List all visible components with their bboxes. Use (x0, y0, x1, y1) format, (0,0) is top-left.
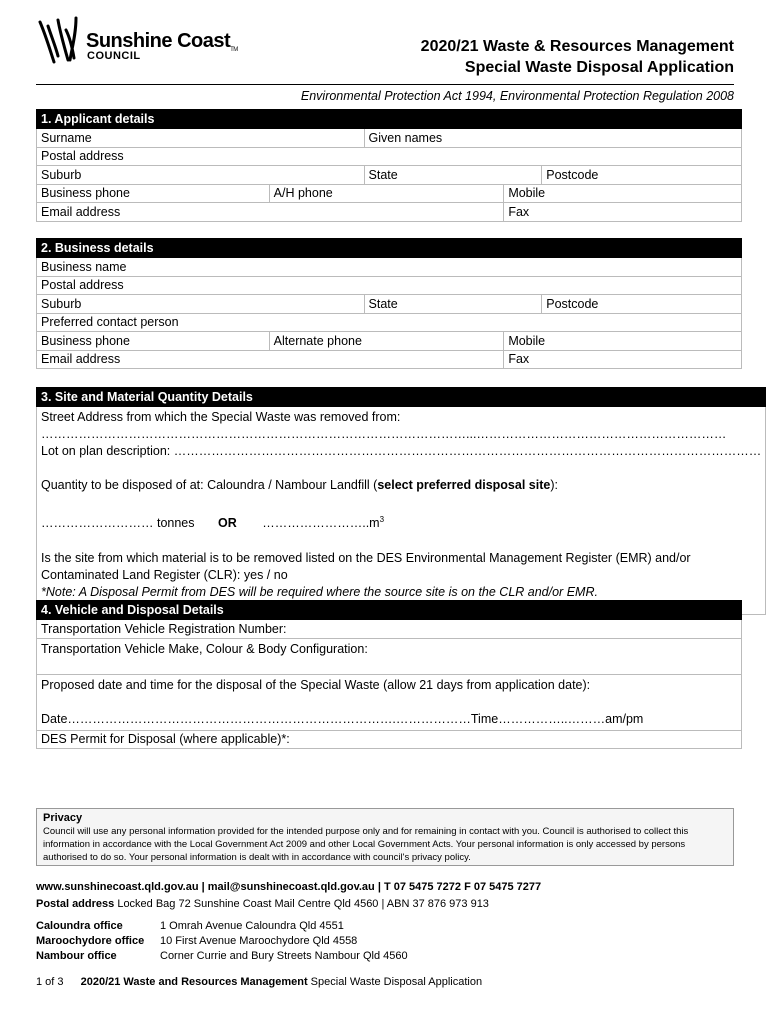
postal-address-field[interactable]: Postal address (37, 147, 742, 166)
title-line-2: Special Waste Disposal Application (464, 59, 734, 76)
postal-value: Locked Bag 72 Sunshine Coast Mail Centre Qld 4560 | ABN 37 876 973 913 (114, 898, 489, 910)
state-field[interactable]: State (364, 295, 542, 314)
postal-address-line (36, 898, 489, 910)
title-line-1: 2020/21 Waste & Resources Management (420, 38, 734, 55)
header-divider (36, 84, 734, 85)
postal-address-field[interactable]: Postal address (37, 276, 742, 295)
applicant-details-table (36, 109, 742, 222)
street-address-dots: …………………………………………………………………………………………...…………………………………………………… (41, 427, 727, 441)
ah-phone-field[interactable]: A/H phone (269, 184, 504, 203)
office-address: Corner Currie and Bury Streets Nambour Qld 4560 (160, 950, 408, 962)
registration-field[interactable]: Transportation Vehicle Registration Number: (37, 620, 742, 639)
privacy-title: Privacy (43, 812, 83, 824)
contact-line: www.sunshinecoast.qld.gov.au | mail@sunshinecoast.qld.gov.au | T 07 5475 7272 F 07 5475 7277 (36, 881, 542, 893)
email-field[interactable]: Email address (37, 350, 504, 369)
street-address-label: Street Address from which the Special Waste was removed from: (41, 410, 401, 424)
act-reference: Environmental Protection Act 1994, Environmental Protection Regulation 2008 (300, 89, 734, 103)
office-name: Caloundra office (36, 920, 123, 932)
office-address: 1 Omrah Avenue Caloundra Qld 4551 (160, 920, 344, 932)
office-address: 10 First Avenue Maroochydore Qld 4558 (160, 935, 358, 947)
lot-on-plan-label: Lot on plan description: …………………………………………………………………………………………………………………………… (41, 444, 762, 458)
state-field[interactable]: State (364, 166, 542, 185)
logo-tm: TM (230, 47, 238, 53)
quantity-suffix: ): (550, 478, 558, 492)
section-heading: 4. Vehicle and Disposal Details (37, 601, 742, 620)
logo-name: Sunshine CoastTM (86, 30, 238, 53)
business-name-field[interactable]: Business name (37, 258, 742, 277)
proposed-date-label: Proposed date and time for the disposal of the Special Waste (allow 21 days from application date): (41, 677, 591, 692)
business-phone-field[interactable]: Business phone (37, 332, 270, 351)
office-row (36, 949, 408, 964)
mobile-field[interactable]: Mobile (504, 184, 742, 203)
or-label: OR (218, 516, 237, 531)
section-heading: 2. Business details (37, 239, 742, 258)
contact-person-field[interactable]: Preferred contact person (37, 313, 742, 332)
business-details-table (36, 238, 742, 369)
section-heading: 1. Applicant details (37, 110, 742, 129)
mobile-field[interactable]: Mobile (504, 332, 742, 351)
des-permit-field[interactable]: DES Permit for Disposal (where applicable)*: (37, 730, 742, 749)
offices-list (36, 919, 408, 964)
register-question-line-1: Is the site from which material is to be removed listed on the DES Environmental Management Register (EMR) and/or (41, 551, 691, 566)
postcode-field[interactable]: Postcode (542, 295, 742, 314)
postal-label: Postal address (36, 898, 115, 910)
date-time-field[interactable]: Date…………………………………………………………………….………………Time……………..………am/pm (41, 711, 644, 726)
office-name: Maroochydore office (36, 935, 145, 947)
surname-field[interactable]: Surname (37, 129, 365, 148)
quantity-line (41, 477, 761, 494)
privacy-notice (36, 808, 734, 866)
footer-title-bold: 2020/21 Waste and Resources Management (80, 976, 308, 988)
quantity-prefix: Quantity to be disposed of at: Caloundra / Nambour Landfill ( (41, 478, 378, 492)
vehicle-make-field[interactable]: Transportation Vehicle Make, Colour & Body Configuration: (37, 638, 742, 674)
alternate-phone-field[interactable]: Alternate phone (269, 332, 504, 351)
office-row (36, 919, 408, 934)
register-question-line-2[interactable]: Contaminated Land Register (CLR): yes / no (41, 568, 288, 583)
office-row (36, 934, 408, 949)
disposal-permit-note: *Note: A Disposal Permit from DES will be required where the source site is on the CLR and/or EMR. (41, 585, 598, 600)
vehicle-details-table (36, 600, 742, 749)
logo-council: COUNCIL (87, 50, 141, 62)
office-name: Nambour office (36, 950, 117, 962)
footer-title-rest: Special Waste Disposal Application (307, 976, 483, 988)
page-number: 1 of 3 (36, 976, 64, 988)
proposed-date-block[interactable] (37, 674, 742, 730)
tonnes-field[interactable]: ……………………… tonnes (41, 516, 195, 531)
postcode-field[interactable]: Postcode (542, 166, 742, 185)
business-phone-field[interactable]: Business phone (37, 184, 270, 203)
suburb-field[interactable]: Suburb (37, 295, 365, 314)
suburb-field[interactable]: Suburb (37, 166, 365, 185)
fax-field[interactable]: Fax (504, 350, 742, 369)
quantity-bold: select preferred disposal site (377, 478, 551, 492)
fax-field[interactable]: Fax (504, 203, 742, 222)
page-title (421, 36, 734, 78)
m3-field[interactable]: $\dots\dots\dots\dots\dots\dots\dots\dots..m^3$ (262, 515, 385, 531)
privacy-text: Council will use any personal information provided for the intended purpose only and for remaining in contact with you. Council is authorised to collect this information in accordance with the Local Government Act 2009 and other Local Government Acts. Your personal information is only accessed by persons authorised to do so. Your personal information is dealt with in accordance with council's privacy policy. (43, 826, 689, 863)
site-details-block[interactable] (37, 407, 766, 615)
site-details-table (36, 387, 766, 615)
page-footer (36, 976, 482, 988)
amount-line (41, 511, 761, 532)
given-names-field[interactable]: Given names (364, 129, 741, 148)
section-heading: 3. Site and Material Quantity Details (37, 388, 766, 407)
email-field[interactable]: Email address (37, 203, 504, 222)
